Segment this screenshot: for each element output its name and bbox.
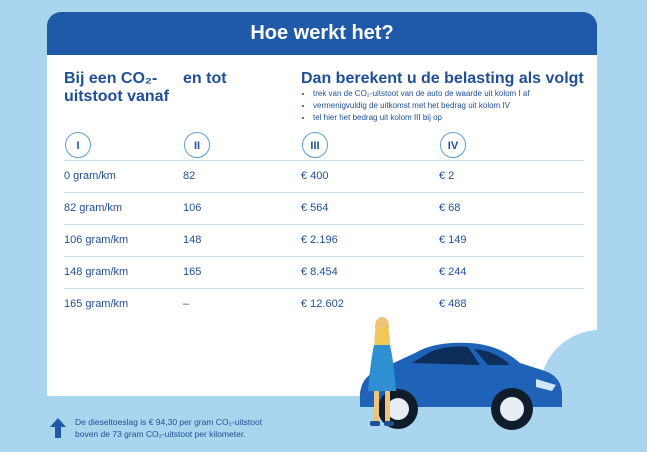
cell-to: 82 [183, 170, 196, 182]
cell-rate: € 149 [439, 234, 467, 246]
cell-rate: € 68 [439, 202, 461, 214]
cell-to: 106 [183, 202, 202, 214]
column-marker-iii: III [302, 132, 328, 158]
cell-from: 165 gram/km [64, 298, 129, 310]
footnote-line: De dieseltoeslag is € 94,30 per gram CO₂-uitstoot [75, 417, 263, 427]
step-item: • tel hier het bedrag uit kolom III bij op [313, 112, 530, 124]
table-row [64, 192, 584, 224]
column-marker-i: I [65, 132, 91, 158]
cell-to: 165 [183, 266, 202, 278]
footnote-line: boven de 73 gram CO₂-uitstoot per kilometer. [75, 429, 246, 439]
cell-to: 148 [183, 234, 202, 246]
card-title: Hoe werkt het? [47, 12, 597, 55]
diesel-surcharge-note [75, 416, 262, 440]
arrow-up-icon [50, 418, 66, 438]
cell-base-amount: € 12.602 [301, 298, 344, 310]
calculation-steps [301, 88, 530, 124]
cell-to: – [183, 298, 190, 310]
cell-base-amount: € 400 [301, 170, 329, 182]
column-header-calculation: Dan berekent u de belasting als volgt [301, 70, 584, 87]
cell-from: 0 gram/km [64, 170, 116, 182]
column-header-to: en tot [183, 70, 227, 87]
cell-base-amount: € 8.454 [301, 266, 338, 278]
step-item: • vermenigvuldig de uitkomst met het bedrag uit kolom IV [313, 100, 530, 112]
table-row [64, 256, 584, 288]
step-item: • trek van de CO₂-uitstoot van de auto de waarde uit kolom I af [313, 88, 530, 100]
cell-from: 82 gram/km [64, 202, 123, 214]
woman-car-illustration [340, 305, 570, 435]
cell-rate: € 244 [439, 266, 467, 278]
cell-base-amount: € 564 [301, 202, 329, 214]
column-header-from: Bij een CO₂-uitstoot vanaf [64, 70, 169, 105]
cell-from: 148 gram/km [64, 266, 129, 278]
cell-rate: € 488 [439, 298, 467, 310]
cell-base-amount: € 2.196 [301, 234, 338, 246]
column-marker-iv: IV [440, 132, 466, 158]
table-row [64, 224, 584, 256]
cell-rate: € 2 [439, 170, 455, 182]
cell-from: 106 gram/km [64, 234, 129, 246]
table-row [64, 160, 584, 192]
column-marker-ii: II [184, 132, 210, 158]
tax-table [64, 160, 584, 320]
